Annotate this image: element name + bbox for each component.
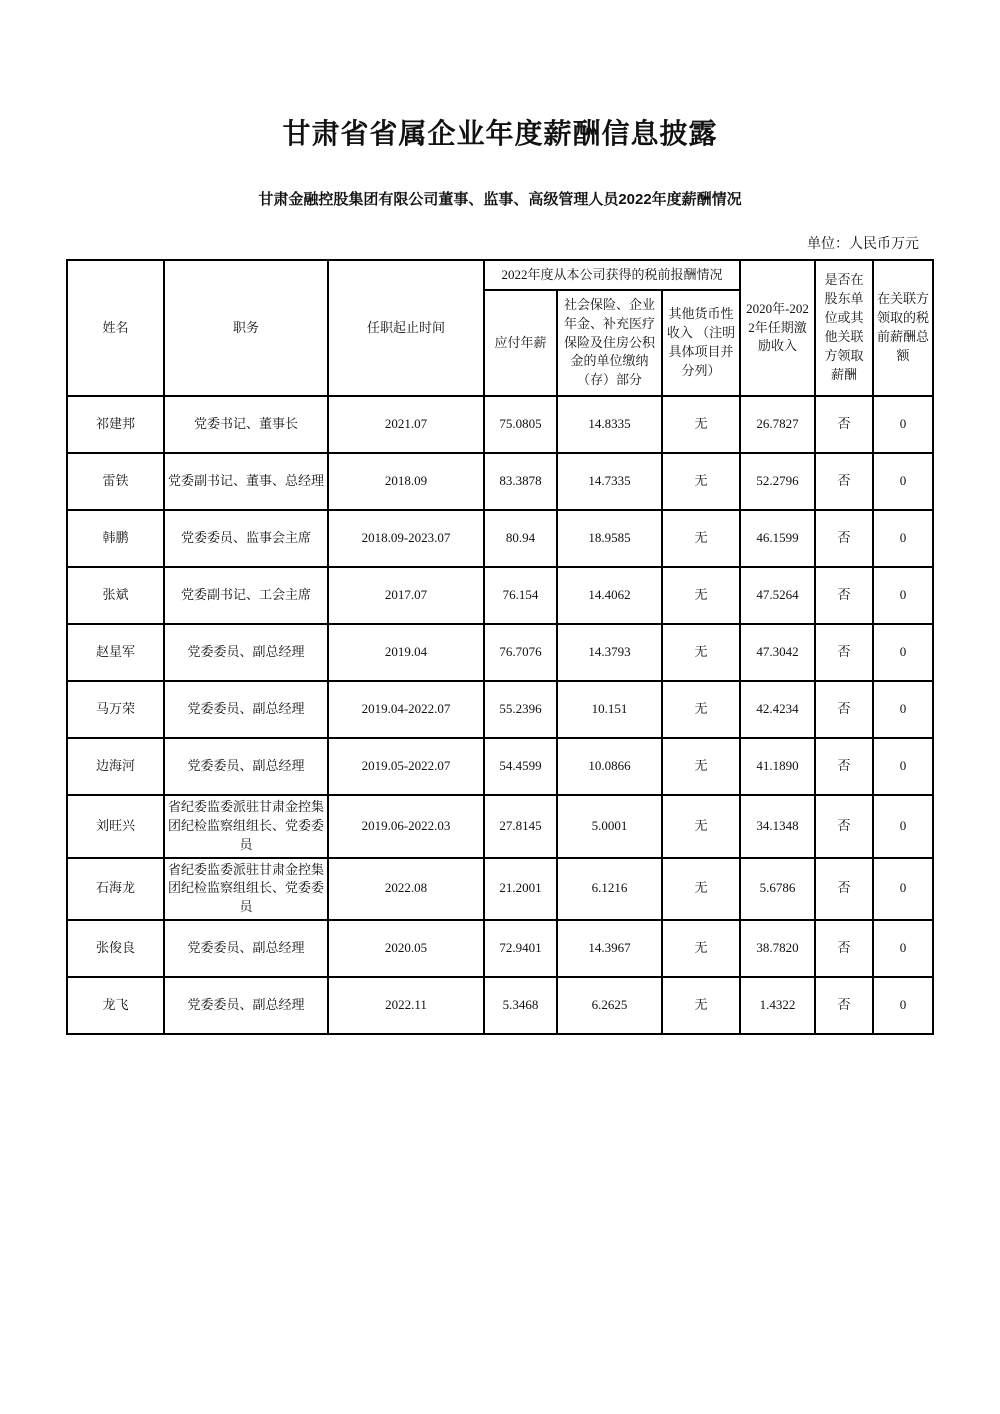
table-row [67,624,933,681]
cell-name: 雷铁 [67,453,164,510]
cell-position: 党委委员、副总经理 [164,624,328,681]
cell-related-total: 0 [873,920,933,977]
cell-insurance: 5.0001 [557,795,662,858]
cell-tenure: 2017.07 [328,567,484,624]
cell-salary: 5.3468 [484,977,557,1034]
table-row [67,920,933,977]
cell-related-total: 0 [873,396,933,453]
cell-tenure: 2022.08 [328,858,484,921]
cell-related-total: 0 [873,858,933,921]
cell-position: 党委副书记、董事、总经理 [164,453,328,510]
cell-salary: 54.4599 [484,738,557,795]
cell-incentive: 26.7827 [740,396,815,453]
cell-related-paid: 否 [815,624,873,681]
cell-insurance: 14.3967 [557,920,662,977]
cell-related-paid: 否 [815,681,873,738]
cell-salary: 55.2396 [484,681,557,738]
table-row [67,681,933,738]
cell-name: 边海河 [67,738,164,795]
cell-incentive: 34.1348 [740,795,815,858]
cell-name: 刘旺兴 [67,795,164,858]
header-row-group [67,260,933,290]
cell-incentive: 38.7820 [740,920,815,977]
table-row [67,453,933,510]
col-header-other-income: 其他货币性收入 （注明具体项目并分列） [662,290,740,396]
col-header-position: 职务 [164,260,328,396]
table-row [67,396,933,453]
cell-related-total: 0 [873,510,933,567]
cell-name: 祁建邦 [67,396,164,453]
table-row [67,567,933,624]
cell-salary: 72.9401 [484,920,557,977]
cell-incentive: 5.6786 [740,858,815,921]
cell-name: 张俊良 [67,920,164,977]
col-header-insurance: 社会保险、企业年金、补充医疗保险及住房公积金的单位缴纳（存）部分 [557,290,662,396]
cell-incentive: 1.4322 [740,977,815,1034]
cell-name: 赵星军 [67,624,164,681]
cell-tenure: 2018.09 [328,453,484,510]
cell-name: 马万荣 [67,681,164,738]
cell-position: 省纪委监委派驻甘肃金控集团纪检监察组组长、党委委员 [164,795,328,858]
page-subtitle: 甘肃金融控股集团有限公司董事、监事、高级管理人员2022年度薪酬情况 [258,191,742,208]
cell-salary: 80.94 [484,510,557,567]
cell-position: 党委委员、副总经理 [164,681,328,738]
cell-insurance: 10.151 [557,681,662,738]
table-row [67,977,933,1034]
cell-tenure: 2019.04 [328,624,484,681]
col-header-incentive: 2020年-2022年任期激励收入 [740,260,815,396]
cell-other-income: 无 [662,624,740,681]
cell-incentive: 46.1599 [740,510,815,567]
col-header-salary: 应付年薪 [484,290,557,396]
cell-tenure: 2022.11 [328,977,484,1034]
cell-name: 龙飞 [67,977,164,1034]
cell-incentive: 47.5264 [740,567,815,624]
cell-incentive: 47.3042 [740,624,815,681]
cell-position: 党委委员、副总经理 [164,738,328,795]
cell-position: 省纪委监委派驻甘肃金控集团纪检监察组组长、党委委员 [164,858,328,921]
cell-related-paid: 否 [815,738,873,795]
table-row [67,858,933,921]
cell-salary: 21.2001 [484,858,557,921]
cell-other-income: 无 [662,795,740,858]
cell-tenure: 2018.09-2023.07 [328,510,484,567]
col-header-name: 姓名 [67,260,164,396]
cell-other-income: 无 [662,510,740,567]
cell-position: 党委委员、副总经理 [164,920,328,977]
cell-tenure: 2021.07 [328,396,484,453]
page-title: 甘肃省省属企业年度薪酬信息披露 [282,118,718,149]
cell-incentive: 41.1890 [740,738,815,795]
unit-note: 单位：人民币万元 [807,237,919,252]
cell-other-income: 无 [662,567,740,624]
cell-name: 韩鹏 [67,510,164,567]
cell-position: 党委委员、监事会主席 [164,510,328,567]
table-row [67,510,933,567]
cell-related-paid: 否 [815,977,873,1034]
cell-related-total: 0 [873,624,933,681]
cell-related-paid: 否 [815,567,873,624]
cell-other-income: 无 [662,453,740,510]
cell-name: 张斌 [67,567,164,624]
cell-position: 党委书记、董事长 [164,396,328,453]
cell-other-income: 无 [662,858,740,921]
col-header-pretax-group: 2022年度从本公司获得的税前报酬情况 [484,260,740,290]
cell-other-income: 无 [662,396,740,453]
cell-salary: 76.7076 [484,624,557,681]
cell-name: 石海龙 [67,858,164,921]
cell-insurance: 14.8335 [557,396,662,453]
cell-insurance: 14.4062 [557,567,662,624]
cell-related-total: 0 [873,567,933,624]
cell-related-paid: 否 [815,858,873,921]
cell-incentive: 52.2796 [740,453,815,510]
col-header-tenure: 任职起止时间 [328,260,484,396]
cell-tenure: 2020.05 [328,920,484,977]
cell-other-income: 无 [662,681,740,738]
cell-insurance: 18.9585 [557,510,662,567]
cell-position: 党委委员、副总经理 [164,977,328,1034]
salary-table [66,259,934,1035]
table-row [67,795,933,858]
cell-insurance: 14.3793 [557,624,662,681]
cell-other-income: 无 [662,977,740,1034]
cell-insurance: 10.0866 [557,738,662,795]
cell-related-paid: 否 [815,795,873,858]
cell-related-total: 0 [873,681,933,738]
cell-tenure: 2019.04-2022.07 [328,681,484,738]
cell-incentive: 42.4234 [740,681,815,738]
cell-related-paid: 否 [815,453,873,510]
cell-related-total: 0 [873,738,933,795]
cell-position: 党委副书记、工会主席 [164,567,328,624]
cell-related-total: 0 [873,453,933,510]
cell-salary: 83.3878 [484,453,557,510]
cell-other-income: 无 [662,920,740,977]
cell-salary: 76.154 [484,567,557,624]
cell-insurance: 6.1216 [557,858,662,921]
cell-related-total: 0 [873,795,933,858]
cell-tenure: 2019.05-2022.07 [328,738,484,795]
cell-insurance: 6.2625 [557,977,662,1034]
cell-related-total: 0 [873,977,933,1034]
cell-other-income: 无 [662,738,740,795]
cell-related-paid: 否 [815,920,873,977]
col-header-related-total: 在关联方领取的税前薪酬总额 [873,260,933,396]
cell-tenure: 2019.06-2022.03 [328,795,484,858]
cell-salary: 27.8145 [484,795,557,858]
col-header-related-paid: 是否在股东单位或其他关联方领取薪酬 [815,260,873,396]
cell-insurance: 14.7335 [557,453,662,510]
table-row [67,738,933,795]
cell-related-paid: 否 [815,510,873,567]
cell-salary: 75.0805 [484,396,557,453]
cell-related-paid: 否 [815,396,873,453]
